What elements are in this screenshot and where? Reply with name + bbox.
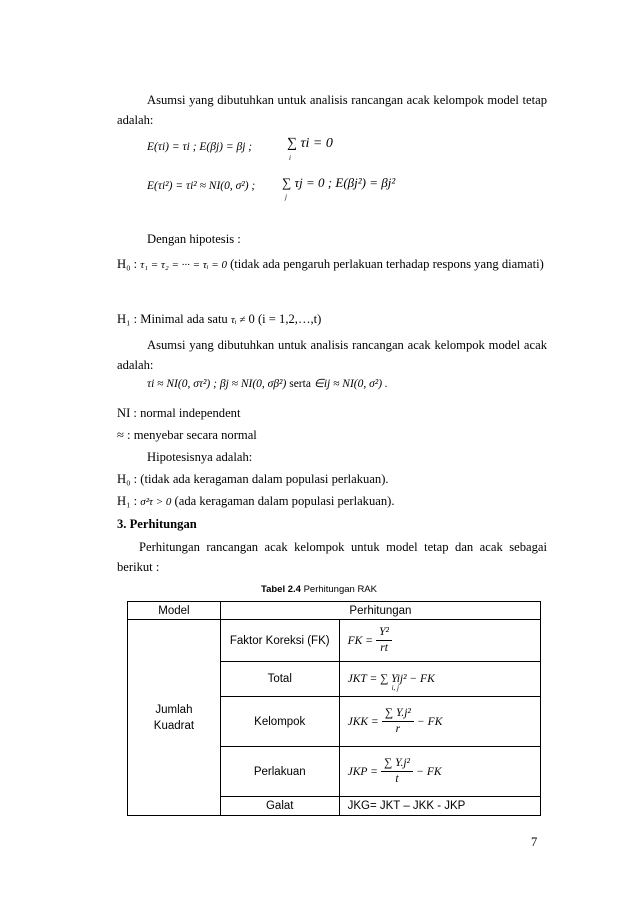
formula-tail: − FK: [417, 715, 443, 728]
formula-cell: [339, 697, 540, 747]
h0-statement: [117, 251, 547, 279]
h1-label: H₁ :: [117, 494, 138, 508]
formula-fraction: [376, 625, 392, 656]
equation-text: ∑ τj = 0 ; E(βj²) = βj²: [282, 175, 396, 190]
row-name: Perlakuan: [220, 747, 339, 797]
equation-text: ∑ τi = 0: [287, 136, 333, 151]
paragraph-text: Asumsi yang dibutuhkan untuk analisis rancangan acak kelompok model tetap adalah:: [117, 93, 547, 127]
equation-expectation-2: [147, 180, 255, 192]
header-perhitungan: Perhitungan: [220, 602, 540, 620]
paragraph-text: Asumsi yang dibutuhkan untuk analisis rancangan acak kelompok model acak adalah:: [117, 338, 547, 372]
formula-cell: [339, 662, 540, 697]
h1-text: (ada keragaman dalam populasi perlakuan).: [174, 494, 395, 508]
equation-text: τi ≈ NI(0, στ²) ; βj ≈ NI(0, σβ²): [147, 378, 287, 390]
h0-text: (tidak ada pengaruh perlakuan terhadap respons yang diamati): [230, 257, 544, 271]
fraction-denominator: t: [395, 773, 399, 785]
table-header-row: [128, 602, 541, 620]
h0-math: τ₁ = τ₂ = ··· = τᵢ = 0: [140, 259, 227, 271]
paragraph-computation: [117, 537, 547, 577]
row-name: Total: [220, 662, 339, 697]
formula-lhs: JKK =: [347, 715, 379, 728]
paragraph-assumption-random: [117, 335, 547, 375]
row-name: Galat: [220, 797, 339, 816]
row-group-label: [128, 620, 221, 816]
formula-fraction: [381, 756, 413, 787]
header-model: Model: [128, 602, 221, 620]
table-caption: [0, 584, 638, 595]
h0-label: H₀ :: [117, 257, 138, 271]
formula-subscript: i, j: [391, 684, 399, 692]
hypothesis-intro-2: Hipotesisnya adalah:: [147, 450, 253, 464]
formula-lhs: FK =: [347, 634, 373, 647]
h1-math: τᵢ ≠: [230, 314, 246, 326]
h1-statement: [117, 309, 321, 330]
formula-cell: [339, 747, 540, 797]
formula-tail: − FK: [416, 765, 442, 778]
formula-cell: JKG= JKT – JKK - JKP: [339, 797, 540, 816]
fraction-numerator: ∑ Y.j²: [382, 706, 414, 722]
formula-lhs: JKP =: [347, 765, 378, 778]
h0-random-statement: [117, 469, 389, 489]
paragraph-text: Perhitungan rancangan acak kelompok untuk model tetap dan acak sebagai berikut :: [117, 540, 547, 574]
approx-definition: ≈ : menyebar secara normal: [117, 428, 257, 442]
equation-expectation-1: [147, 141, 252, 153]
table-row: [128, 620, 541, 662]
rak-table: [127, 601, 541, 816]
h1-random-statement: [117, 491, 395, 512]
formula-fraction: [382, 706, 414, 737]
equation-text: ∈ij ≈ NI(0, σ²) .: [313, 378, 388, 390]
h1-text-a: Minimal ada satu: [140, 312, 228, 326]
page-number: 7: [531, 835, 538, 849]
formula-text: JKT = ∑ Yij² − FK: [347, 673, 435, 685]
row-name: Kelompok: [220, 697, 339, 747]
equation-sum-tau: [287, 136, 333, 152]
equation-serta: serta: [289, 378, 311, 390]
fraction-numerator: ∑ Y.j²: [381, 756, 413, 772]
section-heading: 3. Perhitungan: [117, 517, 197, 531]
fraction-denominator: rt: [380, 642, 388, 654]
h0-label: H₀ :: [117, 472, 138, 486]
caption-text: Perhitungan RAK: [303, 584, 377, 595]
h1-label: H₁ :: [117, 312, 138, 326]
formula-cell: [339, 620, 540, 662]
fraction-numerator: Y²: [376, 625, 392, 641]
equation-random-dist: [147, 376, 388, 390]
equation-sum-beta: [282, 175, 395, 191]
equation-text: E(τi²) = τi² ≈ NI(0, σ²) ;: [147, 180, 256, 192]
row-group-text: Jumlah Kuadrat: [153, 703, 195, 732]
row-name: Faktor Koreksi (FK): [220, 620, 339, 662]
hypothesis-intro: Dengan hipotesis :: [147, 232, 241, 246]
equation-subscript: i: [289, 154, 291, 162]
fraction-denominator: r: [395, 723, 401, 735]
h0-text: (tidak ada keragaman dalam populasi perlakuan).: [140, 472, 389, 486]
equation-subscript: j: [285, 193, 287, 201]
paragraph-assumption-fixed: [117, 90, 547, 130]
h1-math: σ²τ > 0: [140, 496, 172, 508]
caption-bold: Tabel 2.4: [260, 584, 301, 595]
equation-text: E(τi) = τi ; E(βj) = βj ;: [147, 141, 253, 153]
h1-text-b: 0 (i = 1,2,…,t): [248, 312, 322, 326]
ni-definition: NI : normal independent: [117, 406, 241, 420]
